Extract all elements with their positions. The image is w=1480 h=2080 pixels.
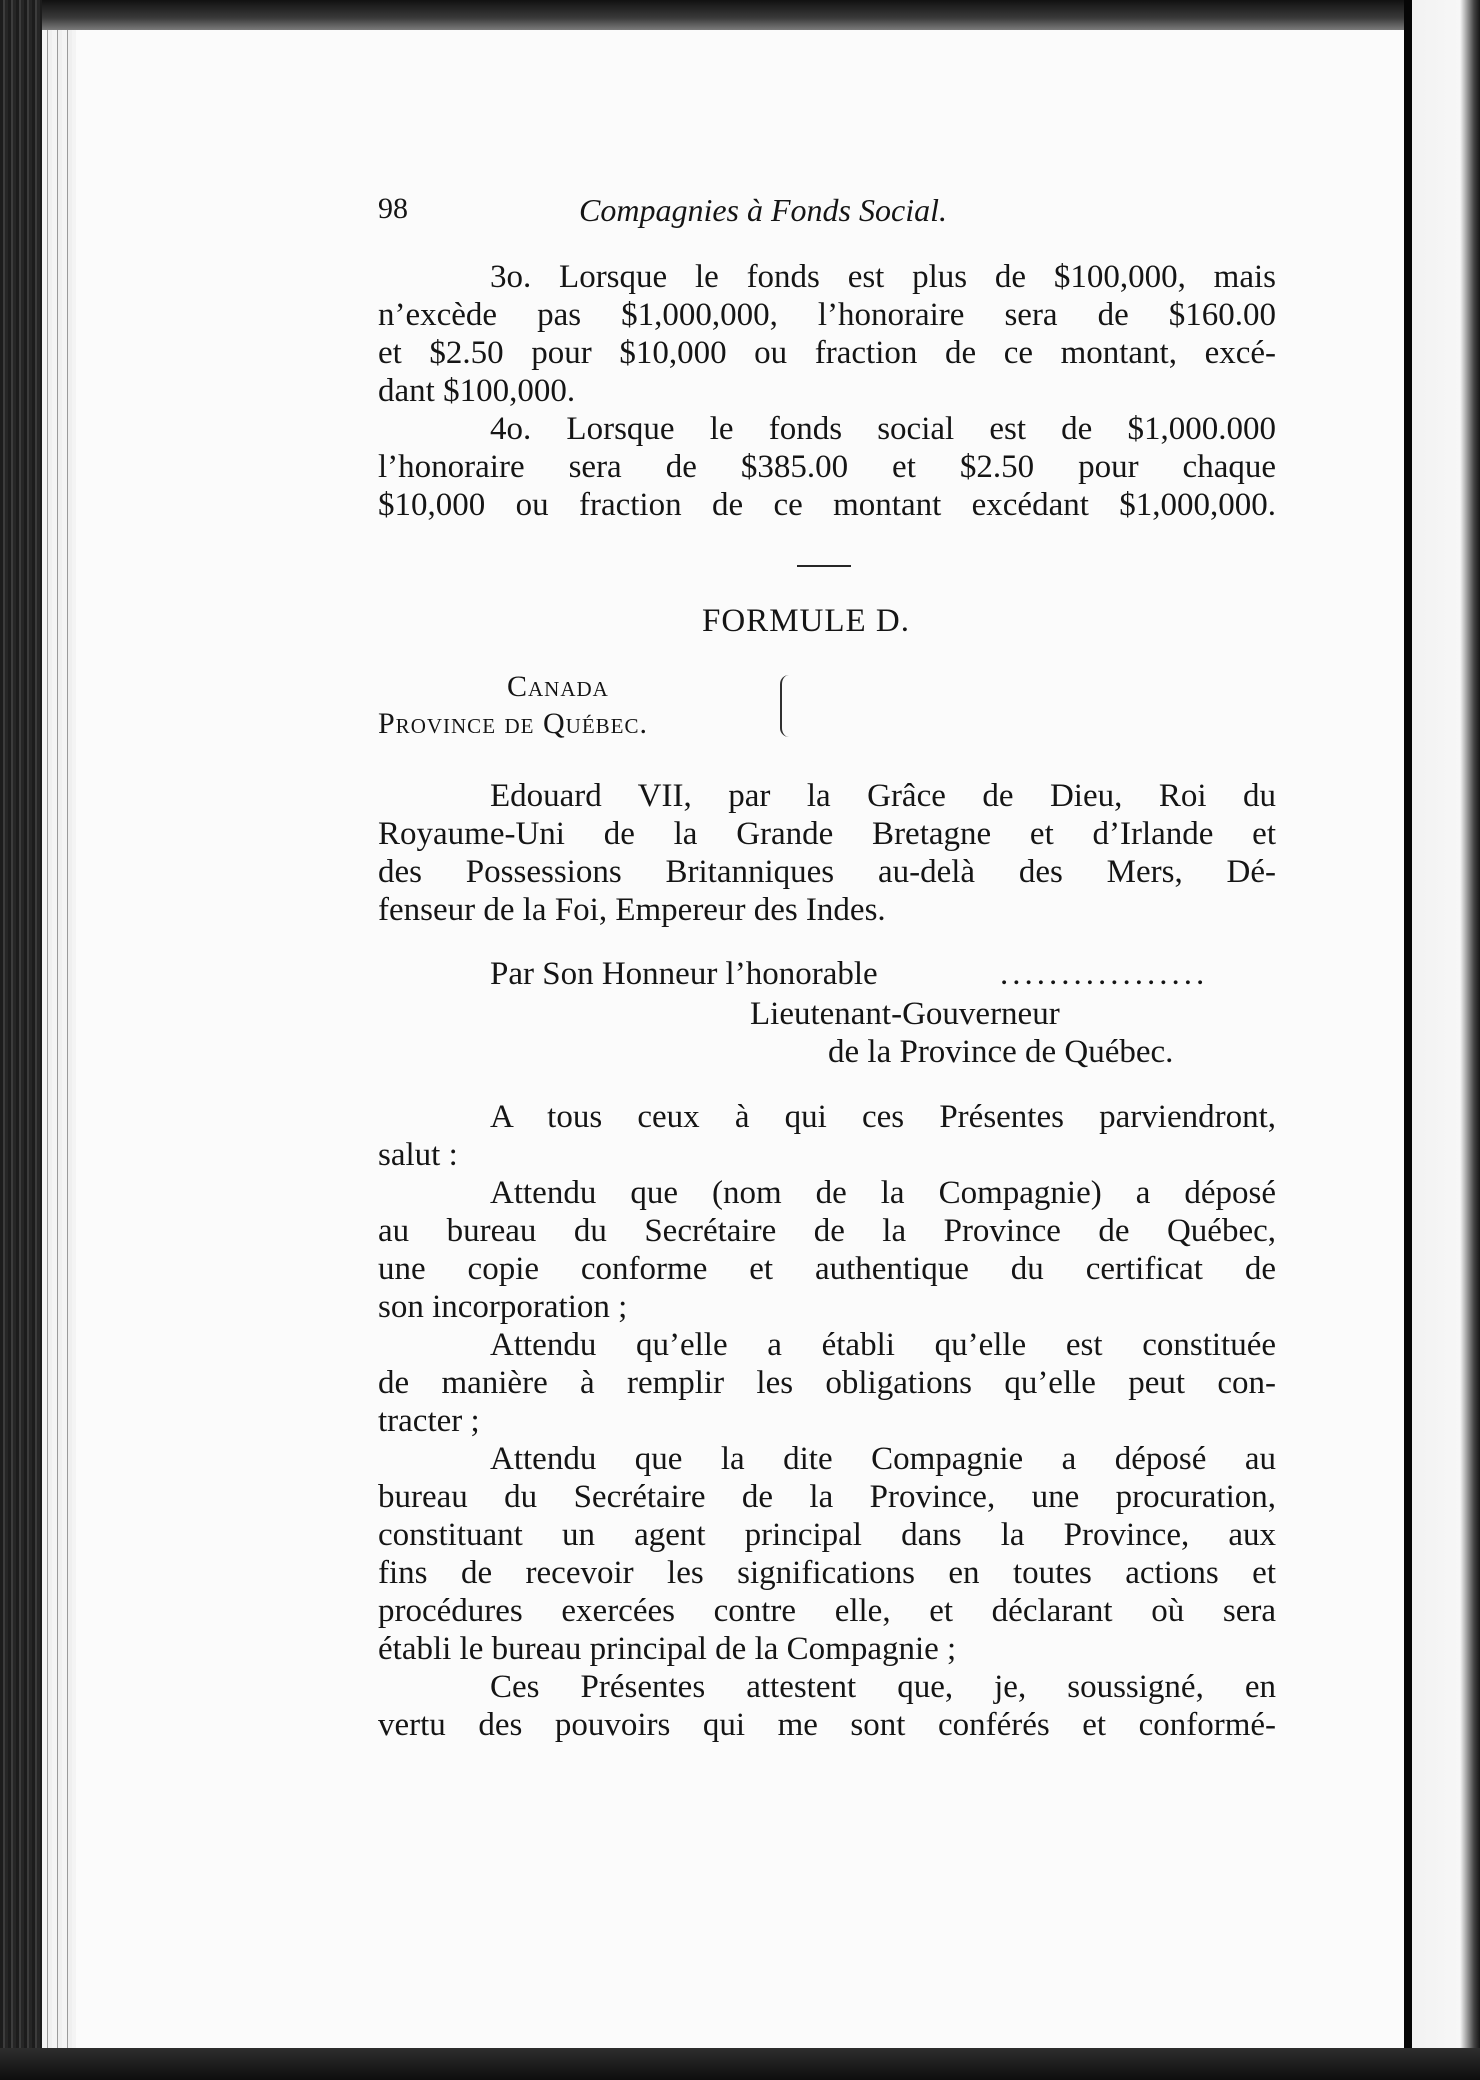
signatory-dots: .................	[1000, 956, 1209, 992]
facing-page-edge	[1404, 0, 1480, 2080]
salutation-line: A tous ceux à qui ces Présentes parviendront,	[490, 1099, 1276, 1135]
paragraph-3o-line: n’excède pas $1,000,000, l’honoraire sera de $160.00	[378, 297, 1276, 333]
scan-bottom-edge	[0, 2048, 1480, 2080]
whereas-3-line: procédures exercées contre elle, et déclarant où sera	[378, 1593, 1276, 1629]
preamble-line: Royaume-Uni de la Grande Bretagne et d’Irlande et	[378, 816, 1276, 852]
scan-top-edge	[0, 0, 1480, 30]
paragraph-3o-line: dant $100,000.	[378, 373, 576, 409]
page-number: 98	[378, 192, 408, 225]
whereas-3-line: Attendu que la dite Compagnie a déposé au	[490, 1441, 1276, 1477]
attestation-line: Ces Présentes attestent que, je, soussigné, en	[490, 1669, 1276, 1705]
jurisdiction-canada: Canada	[507, 670, 609, 703]
jurisdiction-province: Province de Québec.	[378, 707, 649, 740]
paragraph-4o-line: $10,000 ou fraction de ce montant excédant $1,000,000.	[378, 487, 1276, 523]
paragraph-4o-line: l’honoraire sera de $385.00 et $2.50 pour chaque	[378, 449, 1276, 485]
preamble-line: des Possessions Britanniques au-delà des Mers, Dé-	[378, 854, 1276, 890]
attestation-line: vertu des pouvoirs qui me sont conférés et conformé-	[378, 1707, 1276, 1743]
paragraph-4o-line: 4o. Lorsque le fonds social est de $1,000.000	[490, 411, 1276, 447]
whereas-3-line: bureau du Secrétaire de la Province, une procuration,	[378, 1479, 1276, 1515]
preamble-line: Edouard VII, par la Grâce de Dieu, Roi du	[490, 778, 1276, 814]
whereas-1-line: une copie conforme et authentique du certificat de	[378, 1251, 1276, 1287]
signatory-title: Lieutenant-Gouverneur	[750, 996, 1060, 1032]
whereas-2-line: Attendu qu’elle a établi qu’elle est constituée	[490, 1327, 1276, 1363]
signatory-jurisdiction: de la Province de Québec.	[828, 1034, 1174, 1070]
salutation-line: salut :	[378, 1137, 458, 1173]
whereas-1-line: au bureau du Secrétaire de la Province de Québec,	[378, 1213, 1276, 1249]
form-title: FORMULE D.	[702, 603, 911, 639]
whereas-3-line: constituant un agent principal dans la Province, aux	[378, 1517, 1276, 1553]
whereas-2-line: tracter ;	[378, 1403, 480, 1439]
whereas-2-line: de manière à remplir les obligations qu’elle peut con-	[378, 1365, 1276, 1401]
preamble-line: fenseur de la Foi, Empereur des Indes.	[378, 892, 886, 928]
paragraph-3o-line: 3o. Lorsque le fonds est plus de $100,000, mais	[490, 259, 1276, 295]
running-title: Compagnies à Fonds Social.	[579, 192, 947, 228]
whereas-3-line: établi le bureau principal de la Compagnie ;	[378, 1631, 957, 1667]
whereas-1-line: Attendu que (nom de la Compagnie) a déposé	[490, 1175, 1276, 1211]
whereas-3-line: fins de recevoir les significations en toutes actions et	[378, 1555, 1276, 1591]
whereas-1-line: son incorporation ;	[378, 1289, 628, 1325]
paragraph-3o-line: et $2.50 pour $10,000 ou fraction de ce montant, excé-	[378, 335, 1276, 371]
section-divider	[797, 565, 851, 567]
page-stack-edges	[42, 30, 76, 2048]
signatory-line: Par Son Honneur l’honorable	[490, 956, 878, 992]
book-cover-edge	[0, 0, 42, 2080]
jurisdiction-brace	[780, 675, 789, 737]
